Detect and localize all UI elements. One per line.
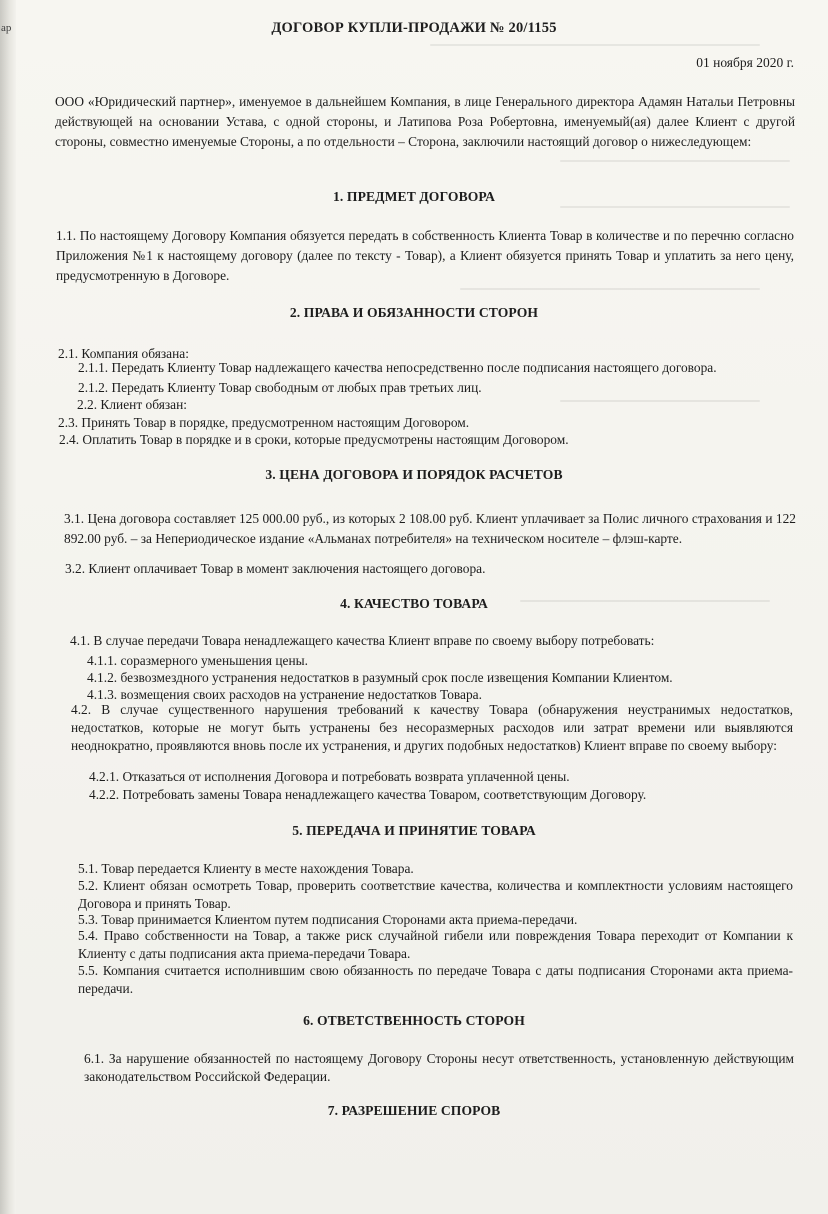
clause-2-1: 2.1. Компания обязана:	[58, 346, 189, 361]
section-4-heading: 4. КАЧЕСТВО ТОВАРА	[340, 596, 488, 611]
clause-5-1: 5.1. Товар передается Клиенту в месте нахождения Товара.	[78, 861, 414, 876]
clause-4-1-2: 4.1.2. безвозмездного устранения недостатков в разумный срок после извещения Компании Клиентом.	[87, 670, 673, 685]
clause-2-4: 2.4. Оплатить Товар в порядке и в сроки, которые предусмотрены настоящим Договором.	[59, 432, 569, 447]
clause-3-1: 3.1. Цена договора составляет 125 000.00 руб., из которых 2 108.00 руб. Клиент уплачивает за Полис личного страхования и 122 892.00 руб. – за Непериодическое издание «Альманах потребителя» на техническом носителе – флэш-карте.	[64, 511, 796, 546]
clause-6-1: 6.1. За нарушение обязанностей по настоящему Договору Стороны несут ответственность, установленную действующим законодательством Российской Федерации.	[84, 1051, 794, 1084]
edge-text: ар	[1, 22, 12, 34]
clause-4-1: 4.1. В случае передачи Товара ненадлежащего качества Клиент вправе по своему выбору потребовать:	[70, 633, 655, 648]
clause-5-5: 5.5. Компания считается исполнившим свою обязанность по передаче Товара с даты подписания Сторонами акта приема-передачи.	[78, 963, 793, 996]
section-3-heading: 3. ЦЕНА ДОГОВОРА И ПОРЯДОК РАСЧЕТОВ	[265, 467, 563, 482]
clause-2-1-2: 2.1.2. Передать Клиенту Товар свободным от любых прав третьих лиц.	[78, 380, 482, 395]
clause-5-4: 5.4. Право собственности на Товар, а также риск случайной гибели или повреждения Товара переходит от Компании к Клиенту с даты подписания акта приема-передачи Товара.	[78, 928, 793, 961]
clause-4-1-3: 4.1.3. возмещения своих расходов на устранение недостатков Товара.	[87, 687, 482, 702]
section-7-heading: 7. РАЗРЕШЕНИЕ СПОРОВ	[327, 1103, 501, 1118]
clause-5-3: 5.3. Товар принимается Клиентом путем подписания Сторонами акта приема-передачи.	[78, 912, 578, 927]
clause-4-2-2: 4.2.2. Потребовать замены Товара ненадлежащего качества Товаром, соответствующим Договору.	[89, 787, 647, 802]
clause-4-1-1: 4.1.1. соразмерного уменьшения цены.	[87, 653, 308, 668]
clause-1-1: 1.1. По настоящему Договору Компания обязуется передать в собственность Клиента Товар в количестве и по перечню согласно Приложения №1 к настоящему договору (далее по тексту - Товар), а Клиент обязуется принять Товар и уплатить за него цену, предусмотренную в Договоре.	[56, 228, 794, 283]
bleed-through-mark	[460, 288, 760, 290]
clause-2-3: 2.3. Принять Товар в порядке, предусмотренном настоящим Договором.	[58, 415, 470, 430]
clause-5-2: 5.2. Клиент обязан осмотреть Товар, проверить соответствие качества, количества и комплектности условиям настоящего Договора и принять Товар.	[78, 878, 793, 911]
document-date: 01 ноября 2020 г.	[696, 55, 794, 70]
bleed-through-mark	[560, 160, 790, 162]
document-title: ДОГОВОР КУПЛИ-ПРОДАЖИ № 20/1155	[271, 20, 557, 36]
preamble: ООО «Юридический партнер», именуемое в дальнейшем Компания, в лице Генерального директора Адамян Натальи Петровны действующей на основании Устава, с одной стороны, и Латипова Роза Робертовна, именуемый(ая) далее Клиент с другой стороны, совместно именуемые Стороны, а по отдельности – Сторона, заключили настоящий договор о нижеследующем:	[55, 94, 795, 149]
clause-3-2: 3.2. Клиент оплачивает Товар в момент заключения настоящего договора.	[65, 561, 486, 576]
clause-2-2: 2.2. Клиент обязан:	[77, 397, 187, 412]
clause-2-1-1: 2.1.1. Передать Клиенту Товар надлежащего качества непосредственно после подписания настоящего договора.	[78, 360, 717, 375]
clause-4-2: 4.2. В случае существенного нарушения требований к качеству Товара (обнаружения неустранимых недостатков, недостатков, которые не могут быть устранены без несоразмерных расходов или затрат времени или выявляются неоднократно, проявляются вновь после их устранения, и других подобных недостатков) Клиент вправе по своему выбору:	[71, 702, 793, 753]
bleed-through-mark	[560, 206, 790, 208]
section-6-heading: 6. ОТВЕТСТВЕННОСТЬ СТОРОН	[303, 1013, 525, 1028]
bleed-through-mark	[560, 400, 760, 402]
bleed-through-mark	[430, 44, 760, 46]
clause-4-2-1: 4.2.1. Отказаться от исполнения Договора и потребовать возврата уплаченной цены.	[89, 769, 570, 784]
section-5-heading: 5. ПЕРЕДАЧА И ПРИНЯТИЕ ТОВАРА	[292, 823, 536, 838]
section-2-heading: 2. ПРАВА И ОБЯЗАННОСТИ СТОРОН	[289, 305, 539, 320]
section-1-heading: 1. ПРЕДМЕТ ДОГОВОРА	[333, 189, 495, 204]
